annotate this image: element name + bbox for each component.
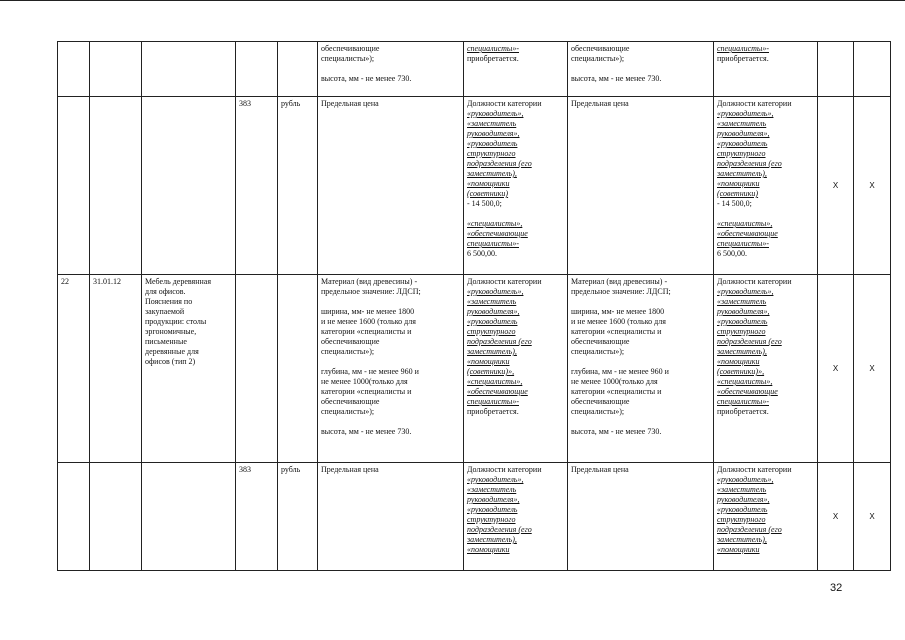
mark-cell: Х [818,463,854,571]
cell-line: подразделения (его [717,525,782,534]
cell-line: «специалисты», [717,377,773,386]
cell-line: Пояснения по [145,297,193,306]
row-number-cell [58,42,90,97]
cell-line: 6 500,00. [717,249,747,258]
mark-cell: Х [854,463,891,571]
okpd-code-cell [90,97,142,275]
unit-code-cell: 383 [236,463,278,571]
cell-line: специалисты»); [571,407,625,416]
cell-line [321,417,460,427]
cell-line: структурного [467,327,516,336]
cell-line: специалисты»- [717,397,769,406]
cell-line: «помощники [467,357,510,366]
cell-line: (советники)», [467,367,515,376]
cell-line: «руководитель [467,317,518,326]
cell-line: предельное значение: ЛДСП; [321,287,421,296]
cell-line: специалисты»- [467,44,519,53]
cell-line: Предельная цена [571,465,629,474]
characteristic-cell [318,42,464,97]
cell-line: «обеспечивающие [717,229,778,238]
cell-line: - 14 500,0; [467,199,502,208]
cell-line: Должности категории [467,465,542,474]
cell-line: деревянные для [145,347,199,356]
cell-line: «руководитель», [467,109,524,118]
cell-line: Должности категории [717,277,792,286]
unit-name-cell: рубль [278,97,318,275]
cell-line: «заместитель [467,119,517,128]
cell-line: специалисты»); [321,407,375,416]
mark-cell: Х [854,275,891,463]
row-number-cell: 22 [58,275,90,463]
cell-line: «заместитель [717,119,767,128]
cell-line: «руководитель [717,505,768,514]
cell-line: Должности категории [717,465,792,474]
cell-line: Предельная цена [321,99,379,108]
okpd-code-cell [90,42,142,97]
cell-line: «специалисты», [467,377,523,386]
product-name-cell [142,42,236,97]
cell-line: «обеспечивающие [467,229,528,238]
cell-line: ширина, мм- не менее 1800 [571,307,665,316]
cell-line: подразделения (его [467,337,532,346]
cell-line: руководителя», [467,495,520,504]
cell-line: не менее 1000(только для [571,377,658,386]
cell-line: специалисты»- [467,239,519,248]
cell-line: заместитель), [467,347,517,356]
cell-line: подразделения (его [467,525,532,534]
cell-line: «руководитель», [717,287,774,296]
procurement-table [57,41,891,571]
cell-line: ширина, мм- не менее 1800 [321,307,415,316]
cell-line: эргономичные, [145,327,197,336]
cell-line [321,64,460,74]
cell-line: обеспечивающие [571,397,630,406]
cell-line: Материал (вид древесины) - [571,277,668,286]
row-number-cell [58,97,90,275]
cell-line: обеспечивающие [321,44,380,53]
cell-line: руководителя», [717,307,770,316]
cell-line: категории «специалисты и [321,387,412,396]
top-border-line [0,0,905,1]
mark-cell [854,42,891,97]
cell-line: «руководитель», [717,475,774,484]
cell-line: глубина, мм - не менее 960 и [571,367,669,376]
cell-line: высота, мм - не менее 730. [321,74,412,83]
product-name-cell [142,275,236,463]
cell-line: обеспечивающие [571,337,630,346]
cell-line: приобретается. [467,407,519,416]
cell-line: заместитель), [717,535,767,544]
unit-code-cell [236,275,278,463]
cell-line: приобретается. [717,54,769,63]
cell-line: «обеспечивающие [717,387,778,396]
cell-line: руководителя», [717,129,770,138]
characteristic-cell [318,97,464,275]
cell-line: Мебель деревянная [145,277,212,286]
cell-line [321,357,460,367]
cell-line: для офисов. [145,287,186,296]
characteristic-value-cell [464,275,568,463]
cell-line: структурного [717,149,766,158]
cell-line [717,209,814,219]
cell-line: высота, мм - не менее 730. [571,427,662,436]
cell-line: заместитель), [717,169,767,178]
cell-line: «помощники [717,357,760,366]
cell-line: «специалисты», [717,219,773,228]
cell-line: и не менее 1600 (только для [571,317,666,326]
approved-value-cell [714,97,818,275]
cell-line: и не менее 1600 (только для [321,317,416,326]
cell-line: офисов (тип 2) [145,357,196,366]
table-row [58,463,891,571]
cell-line: руководителя», [467,307,520,316]
cell-line: Предельная цена [571,99,629,108]
cell-line: «руководитель [717,139,768,148]
cell-line: категории «специалисты и [321,327,412,336]
cell-line: заместитель), [717,347,767,356]
cell-line: «руководитель», [467,475,524,484]
page-number: 32 [830,582,843,594]
cell-line: закупаемой [145,307,185,316]
cell-line: письменные [145,337,187,346]
mark-cell [818,42,854,97]
table-row [58,42,891,97]
approved-characteristic-cell [568,275,714,463]
cell-line: «заместитель [717,485,767,494]
cell-line: приобретается. [467,54,519,63]
cell-line: Материал (вид древесины) - [321,277,418,286]
cell-line: подразделения (его [467,159,532,168]
cell-line: «руководитель [467,505,518,514]
cell-line: категории «специалисты и [571,327,662,336]
cell-line: высота, мм - не менее 730. [571,74,662,83]
cell-line: Предельная цена [321,465,379,474]
cell-line: подразделения (его [717,159,782,168]
characteristic-value-cell [464,97,568,275]
characteristic-value-cell [464,463,568,571]
cell-line: «руководитель», [467,287,524,296]
okpd-code-cell: 31.01.12 [90,275,142,463]
cell-line [571,297,710,307]
cell-line: категории «специалисты и [571,387,662,396]
approved-characteristic-cell [568,97,714,275]
cell-line: структурного [467,149,516,158]
approved-characteristic-cell [568,463,714,571]
cell-line: заместитель), [467,535,517,544]
cell-line: глубина, мм - не менее 960 и [321,367,419,376]
unit-code-cell [236,42,278,97]
characteristic-cell [318,275,464,463]
cell-line: специалисты»); [321,347,375,356]
cell-line: (советники) [717,189,759,198]
approved-value-cell [714,463,818,571]
row-number-cell [58,463,90,571]
table-row [58,97,891,275]
cell-line: обеспечивающие [571,44,630,53]
cell-line: приобретается. [717,407,769,416]
cell-line: заместитель), [467,169,517,178]
okpd-code-cell [90,463,142,571]
cell-line: продукции: столы [145,317,207,326]
cell-line: специалисты»- [467,397,519,406]
cell-line: Должности категории [467,277,542,286]
approved-characteristic-cell [568,42,714,97]
characteristic-cell [318,463,464,571]
cell-line: Должности категории [717,99,792,108]
mark-cell: Х [818,275,854,463]
cell-line [571,357,710,367]
cell-line: специалисты»- [717,239,769,248]
cell-line: руководителя», [467,129,520,138]
cell-line: «руководитель [467,139,518,148]
cell-line: специалисты»); [571,54,625,63]
cell-line [321,297,460,307]
cell-line: «заместитель [467,485,517,494]
unit-name-cell [278,42,318,97]
cell-line [467,209,564,219]
cell-line: «руководитель», [717,109,774,118]
cell-line: «помощники [467,179,510,188]
unit-name-cell: рубль [278,463,318,571]
cell-line [571,417,710,427]
cell-line: высота, мм - не менее 730. [321,427,412,436]
cell-line: структурного [717,327,766,336]
product-name-cell [142,463,236,571]
approved-value-cell [714,275,818,463]
product-name-cell [142,97,236,275]
cell-line: руководителя», [717,495,770,504]
cell-line: (советники) [467,189,509,198]
cell-line: «помощники [467,545,510,554]
cell-line: структурного [717,515,766,524]
cell-line: обеспечивающие [321,337,380,346]
approved-value-cell [714,42,818,97]
cell-line: не менее 1000(только для [321,377,408,386]
cell-line: «заместитель [717,297,767,306]
cell-line: - 14 500,0; [717,199,752,208]
table-row [58,275,891,463]
cell-line: обеспечивающие [321,397,380,406]
cell-line: предельное значение: ЛДСП; [571,287,671,296]
cell-line: «обеспечивающие [467,387,528,396]
cell-line: структурного [467,515,516,524]
cell-line: Должности категории [467,99,542,108]
mark-cell: Х [818,97,854,275]
cell-line: «помощники [717,179,760,188]
mark-cell: Х [854,97,891,275]
cell-line: «руководитель [717,317,768,326]
cell-line: специалисты»); [321,54,375,63]
cell-line: «специалисты», [467,219,523,228]
cell-line: 6 500,00. [467,249,497,258]
cell-line: «помощники [717,545,760,554]
characteristic-value-cell [464,42,568,97]
cell-line [571,64,710,74]
unit-name-cell [278,275,318,463]
cell-line: специалисты»); [571,347,625,356]
cell-line: «заместитель [467,297,517,306]
cell-line: подразделения (его [717,337,782,346]
cell-line: специалисты»- [717,44,769,53]
cell-line: (советники)», [717,367,765,376]
unit-code-cell: 383 [236,97,278,275]
